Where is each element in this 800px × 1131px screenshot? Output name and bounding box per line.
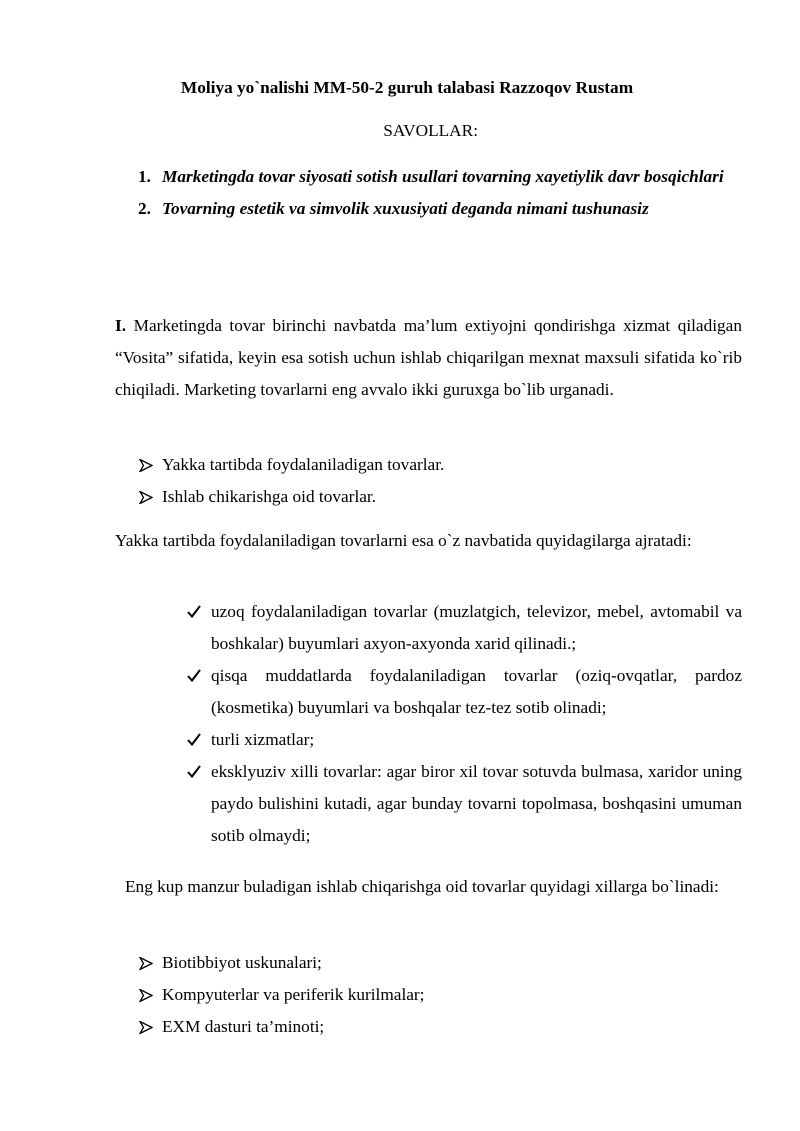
list-item [138,449,742,481]
list-item [186,596,742,660]
questions-list [138,161,742,225]
list-item [138,481,742,513]
consumer-goods-list [186,596,742,852]
checkmark-icon [186,724,202,756]
list-item [138,979,742,1011]
paragraph-2: Yakka tartibda foydalaniladigan tovarlarni esa o`z navbatida quyidagilarga ajratadi: [115,531,692,550]
list-item-text: qisqa muddatlarda foydalaniladigan tovarlar (oziq-ovqatlar, pardoz (kosmetika) buyumlari va boshqalar tez-tez sotib olinadi; [211,666,742,717]
list-item [186,660,742,724]
paragraph-3 [115,871,742,903]
list-item-text: Ishlab chikarishga oid tovarlar. [162,487,377,506]
list-item-text: uzoq foydalaniladigan tovarlar (muzlatgich, televizor, mebel, avtomabil va boshkalar) buyumlari axyon-axyonda xarid qilinadi.; [211,602,742,653]
list-item-text: Yakka tartibda foydalaniladigan tovarlar. [162,455,445,474]
arrow-bullet-icon [138,481,154,513]
product-groups-list [138,449,742,513]
list-item-text: Biotibbiyot uskunalari; [162,953,322,972]
section-1-number: I. [115,316,127,335]
list-item [138,947,742,979]
question-item [138,161,742,193]
section-1-paragraph [115,310,742,406]
arrow-bullet-icon [138,449,154,481]
question-item [138,193,742,225]
list-item-text: turli xizmatlar; [211,730,315,749]
paragraph-3-text: Eng kup manzur buladigan ishlab chiqarishga oid tovarlar quyidagi xillarga bo`linadi: [125,877,719,896]
list-item-text: eksklyuziv xilli tovarlar: agar biror xil tovar sotuvda bulmasa, xaridor uning paydo bulishini kutadi, agar bunday tovarni topolmasa, boshqasini umuman sotib olmaydi; [211,762,742,845]
arrow-bullet-icon [138,1011,154,1043]
arrow-bullet-icon [138,979,154,1011]
arrow-bullet-icon [138,947,154,979]
document-title: Moliya yo`nalishi MM-50-2 guruh talabasi Razzoqov Rustam [180,78,634,97]
list-item [186,724,742,756]
list-item [138,1011,742,1043]
checkmark-icon [186,660,202,692]
industrial-goods-list [138,947,742,1043]
list-item [186,756,742,852]
question-text: Tovarning estetik va simvolik xuxusiyati deganda nimani tushunasiz [162,199,649,218]
list-item-text: Kompyuterlar va periferik kurilmalar; [162,985,425,1004]
checkmark-icon [186,756,202,788]
list-item-text: EXM dasturi ta’minoti; [162,1017,325,1036]
checkmark-icon [186,596,202,628]
questions-heading: SAVOLLAR: [383,121,478,140]
section-1-text: Marketingda tovar birinchi navbatda ma’lum extiyojni qondirishga xizmat qiladigan “Vosita” sifatida, keyin esa sotish uchun ishlab chiqarilgan mexnat maxsuli sifatida ko`rib chiqiladi. Marketing tovarlarni eng avvalo ikki guruxga bo`lib urganadi. [115,316,742,399]
question-number: 1. [138,167,151,186]
question-number: 2. [138,199,151,218]
question-text: Marketingda tovar siyosati sotish usullari tovarning xayetiylik davr bosqichlari [162,167,724,186]
